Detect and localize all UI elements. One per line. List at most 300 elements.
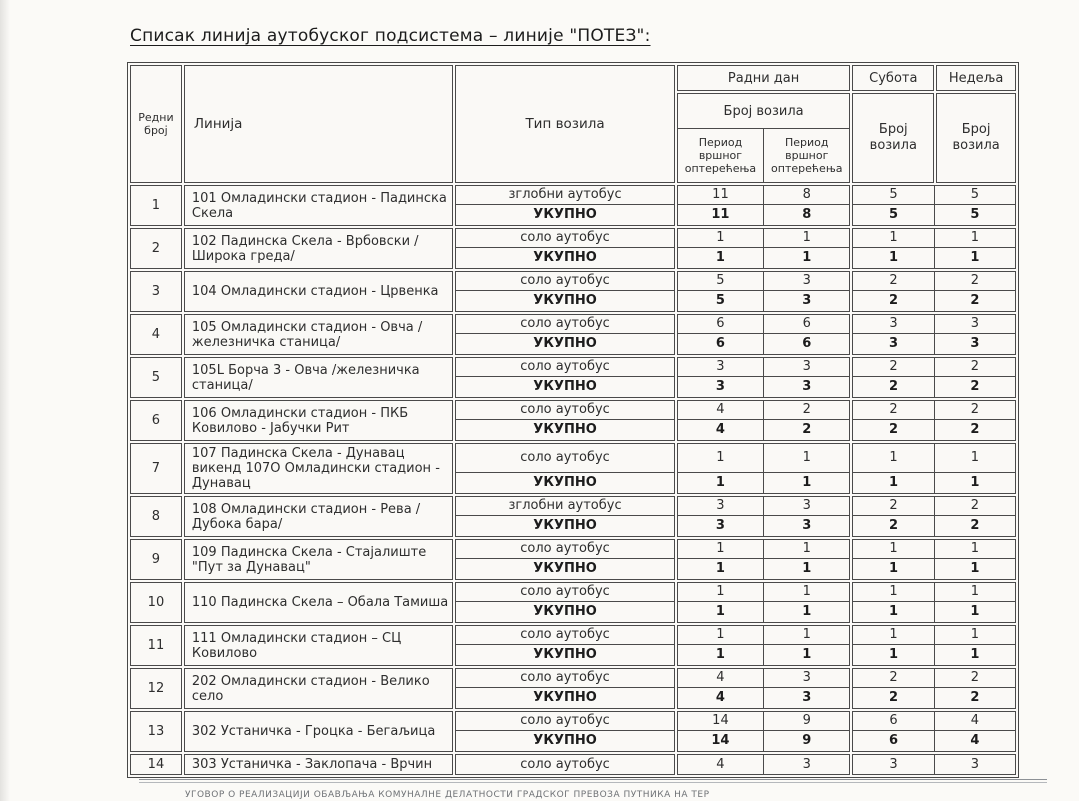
- value-cell: 1: [763, 229, 849, 247]
- total-value-cell: 9: [763, 731, 849, 751]
- value-cell: 1: [889, 230, 898, 245]
- line-name: 102 Падинска Скела - Врбовски /Широка греда/: [184, 228, 453, 269]
- table-row-block: [130, 228, 1016, 269]
- value-cell: 3: [763, 358, 849, 376]
- vehicle-type: соло аутобус: [520, 584, 610, 599]
- total-label: УКУПНО: [533, 207, 597, 222]
- total-value-cell: 2: [889, 518, 899, 533]
- vehicle-type: соло аутобус: [520, 713, 610, 728]
- value-cell: 3: [763, 272, 849, 290]
- table-row-block: [130, 625, 1016, 666]
- total-value-cell: 1: [889, 475, 899, 490]
- table-row-block: [130, 582, 1016, 623]
- vehicle-type: соло аутобус: [520, 359, 610, 374]
- vehicle-type-row: [456, 315, 674, 333]
- vehicle-type-row: [456, 626, 674, 644]
- value-cell: 3: [763, 669, 849, 687]
- value-row: [678, 712, 850, 730]
- header-cell-ordinal: Редни број: [130, 65, 182, 183]
- value-cell: 1: [934, 626, 1015, 644]
- vehicle-type-cell: [455, 185, 675, 226]
- value-cell: 2: [934, 669, 1015, 687]
- total-value-row: [853, 601, 1015, 622]
- working-day-values: [677, 582, 851, 623]
- value-cell: 1: [763, 626, 849, 644]
- total-value-cell: 1: [763, 602, 849, 622]
- header-cell-working-day: Радни дан: [677, 65, 851, 91]
- vehicle-type-cell: [455, 668, 675, 709]
- value-cell: 11: [712, 187, 729, 202]
- vehicle-type-cell: [455, 496, 675, 537]
- total-value-cell: 11: [711, 207, 730, 222]
- value-cell: 4: [716, 756, 725, 772]
- vehicle-type-cell: [455, 400, 675, 441]
- value-cell: 3: [763, 755, 849, 774]
- value-cell: 3: [716, 498, 725, 513]
- total-label: УКУПНО: [533, 293, 597, 308]
- header-group-working-day: [677, 65, 851, 183]
- total-value-cell: 5: [715, 293, 725, 308]
- total-value-cell: 3: [763, 377, 849, 397]
- line-name: 303 Устаничка - Заклопача - Врчин: [184, 754, 453, 775]
- total-value-cell: 1: [763, 645, 849, 665]
- line-name: 104 Омладински стадион - Црвенка: [184, 271, 453, 312]
- vehicle-type: зглобни аутобус: [508, 187, 622, 202]
- value-cell: 8: [763, 186, 849, 204]
- vehicle-type-cell: [455, 271, 675, 312]
- weekend-values: [852, 539, 1016, 580]
- total-value-cell: 3: [934, 334, 1015, 354]
- value-row: [853, 315, 1015, 333]
- total-value-row: [853, 204, 1015, 225]
- line-name: 101 Омладински стадион - Падинска Скела: [184, 185, 453, 226]
- total-value-cell: 1: [715, 604, 725, 619]
- row-number: 14: [130, 754, 182, 775]
- weekend-values: [852, 496, 1016, 537]
- value-cell: 1: [763, 583, 849, 601]
- vehicle-type-row: [456, 186, 674, 204]
- value-cell: 2: [763, 401, 849, 419]
- header-cell-peak-period-2: Период вршног оптерећења: [763, 129, 849, 182]
- total-value-cell: 14: [711, 733, 730, 748]
- table-row-block: [130, 668, 1016, 709]
- row-number: 3: [130, 271, 182, 312]
- total-value-cell: 4: [715, 690, 725, 705]
- table-header: [130, 65, 1016, 183]
- total-row: [456, 730, 674, 751]
- weekend-values: [852, 582, 1016, 623]
- vehicle-type-row: [456, 358, 674, 376]
- table-row-block: [130, 496, 1016, 537]
- header-cell-vehicle-count: Број возила: [678, 94, 850, 129]
- value-row: [678, 186, 850, 204]
- total-value-cell: 3: [715, 518, 725, 533]
- table-row-block: [130, 185, 1016, 226]
- total-value-cell: 1: [763, 473, 849, 493]
- total-value-row: [853, 247, 1015, 268]
- total-label: УКУПНО: [533, 733, 597, 748]
- value-cell: 5: [889, 187, 898, 202]
- total-value-row: [678, 558, 850, 579]
- working-day-values: [677, 271, 851, 312]
- table-row-block: [130, 539, 1016, 580]
- total-value-cell: 8: [763, 205, 849, 225]
- total-value-row: [678, 204, 850, 225]
- total-value-row: [853, 515, 1015, 536]
- total-value-cell: 1: [934, 473, 1015, 493]
- line-name: 202 Омладински стадион - Велико село: [184, 668, 453, 709]
- line-name: 107 Падинска Скела - Дунавац викенд 107О Омладински стадион - Дунавац: [184, 443, 453, 494]
- weekend-values: [852, 314, 1016, 355]
- header-cell-saturday-vehicle-count: Број возила: [852, 93, 934, 183]
- vehicle-type: соло аутобус: [520, 273, 610, 288]
- working-day-values: [677, 314, 851, 355]
- vehicle-type-row: [456, 401, 674, 419]
- value-cell: 3: [934, 315, 1015, 333]
- total-value-cell: 3: [763, 516, 849, 536]
- vehicle-type-row: [456, 583, 674, 601]
- vehicle-type-row: [456, 540, 674, 558]
- value-cell: 1: [763, 444, 849, 472]
- value-cell: 1: [889, 584, 898, 599]
- vehicle-type-cell: [455, 754, 675, 775]
- line-name: 108 Омладински стадион - Рева /Дубока бара/: [184, 496, 453, 537]
- total-value-cell: 2: [934, 420, 1015, 440]
- row-number: 9: [130, 539, 182, 580]
- total-value-row: [853, 376, 1015, 397]
- weekend-values: [852, 711, 1016, 752]
- total-label: УКУПНО: [533, 250, 597, 265]
- header-cell-vehicle-type: Тип возила: [455, 65, 675, 183]
- value-row: [678, 229, 850, 247]
- value-cell: 2: [934, 401, 1015, 419]
- total-row: [456, 515, 674, 536]
- total-row: [456, 247, 674, 268]
- value-row: [853, 669, 1015, 687]
- total-value-cell: 2: [889, 379, 899, 394]
- row-number: 6: [130, 400, 182, 441]
- total-row: [456, 333, 674, 354]
- value-row: [853, 583, 1015, 601]
- table-row-block: [130, 754, 1016, 775]
- table-row-block: [130, 400, 1016, 441]
- weekend-values: [852, 625, 1016, 666]
- value-row: [678, 497, 850, 515]
- value-row: [678, 583, 850, 601]
- value-cell: 2: [889, 670, 898, 685]
- table-body: [130, 185, 1016, 775]
- value-cell: 3: [889, 316, 898, 331]
- line-name: 105 Омладински стадион - Овча /железничка станица/: [184, 314, 453, 355]
- total-value-cell: 2: [934, 516, 1015, 536]
- total-value-row: [853, 472, 1015, 493]
- working-day-values: [677, 400, 851, 441]
- row-number: 7: [130, 443, 182, 494]
- page-title: Списак линија аутобуског подсистема – линије "ПОТЕЗ":: [130, 26, 651, 46]
- total-value-cell: 1: [934, 559, 1015, 579]
- total-value-cell: 6: [889, 733, 899, 748]
- vehicle-type-cell: [455, 539, 675, 580]
- vehicle-type: соло аутобус: [520, 316, 610, 331]
- line-name: 110 Падинска Скела – Обала Тамиша: [184, 582, 453, 623]
- working-day-values: [677, 539, 851, 580]
- value-row: [853, 358, 1015, 376]
- row-number: 1: [130, 185, 182, 226]
- table-row-block: [130, 314, 1016, 355]
- vehicle-type: соло аутобус: [520, 627, 610, 642]
- total-value-row: [678, 601, 850, 622]
- vehicle-type-row: [456, 444, 674, 472]
- total-value-row: [853, 333, 1015, 354]
- total-row: [456, 601, 674, 622]
- table-row-block: [130, 711, 1016, 752]
- vehicle-type: соло аутобус: [520, 230, 610, 245]
- value-cell: 1: [889, 450, 898, 465]
- total-label: УКУПНО: [533, 690, 597, 705]
- value-row: [853, 229, 1015, 247]
- row-number: 5: [130, 357, 182, 398]
- value-cell: 1: [716, 230, 725, 245]
- total-value-cell: 5: [934, 205, 1015, 225]
- footer-text: УГОВОР О РЕАЛИЗАЦИЈИ ОБАВЉАЊА КОМУНАЛНЕ ДЕЛАТНОСТИ ГРАДСКОГ ПРЕВОЗА ПУТНИКА НА ТЕР: [185, 790, 710, 800]
- total-row: [456, 419, 674, 440]
- value-cell: 2: [889, 359, 898, 374]
- value-row: [853, 401, 1015, 419]
- total-value-row: [853, 419, 1015, 440]
- value-cell: 3: [934, 755, 1015, 774]
- weekend-values: [852, 271, 1016, 312]
- total-value-row: [853, 644, 1015, 665]
- total-value-row: [678, 290, 850, 311]
- value-row: [678, 358, 850, 376]
- total-value-cell: 1: [889, 647, 899, 662]
- working-day-values: [677, 711, 851, 752]
- working-day-values: [677, 228, 851, 269]
- line-name: 105L Борча 3 - Овча /железничка станица/: [184, 357, 453, 398]
- header-group-saturday: [852, 65, 934, 183]
- total-label: УКУПНО: [533, 561, 597, 576]
- value-row: [853, 186, 1015, 204]
- total-value-cell: 1: [715, 561, 725, 576]
- value-row: [853, 272, 1015, 290]
- total-label: УКУПНО: [533, 647, 597, 662]
- value-cell: 5: [716, 273, 725, 288]
- vehicle-type-cell: [455, 314, 675, 355]
- total-value-cell: 2: [934, 688, 1015, 708]
- value-row: [678, 401, 850, 419]
- vehicle-type-cell: [455, 357, 675, 398]
- vehicle-type: соло аутобус: [520, 756, 610, 772]
- scan-left-edge: [0, 0, 10, 801]
- vehicle-type-cell: [455, 711, 675, 752]
- total-label: УКУПНО: [533, 518, 597, 533]
- total-value-cell: 1: [763, 559, 849, 579]
- total-value-cell: 6: [715, 336, 725, 351]
- value-cell: 1: [934, 229, 1015, 247]
- value-cell: 1: [934, 583, 1015, 601]
- weekend-values: [852, 443, 1016, 494]
- total-value-cell: 1: [889, 604, 899, 619]
- total-value-cell: 6: [763, 334, 849, 354]
- vehicle-type-row: [456, 272, 674, 290]
- weekend-values: [852, 228, 1016, 269]
- value-cell: 2: [889, 402, 898, 417]
- value-row: [678, 272, 850, 290]
- total-value-cell: 1: [715, 475, 725, 490]
- value-row: [678, 626, 850, 644]
- total-row: [456, 376, 674, 397]
- value-cell: 6: [889, 713, 898, 728]
- value-row: [678, 315, 850, 333]
- weekend-values: [852, 400, 1016, 441]
- line-name: 302 Устаничка - Гроцка - Бегаљица: [184, 711, 453, 752]
- total-value-cell: 1: [763, 248, 849, 268]
- value-cell: 9: [763, 712, 849, 730]
- table-row-block: [130, 271, 1016, 312]
- row-number: 2: [130, 228, 182, 269]
- working-day-values: [677, 357, 851, 398]
- row-number: 10: [130, 582, 182, 623]
- total-value-cell: 1: [715, 250, 725, 265]
- total-row: [456, 687, 674, 708]
- total-value-cell: 1: [934, 645, 1015, 665]
- total-value-cell: 1: [889, 561, 899, 576]
- value-cell: 4: [934, 712, 1015, 730]
- total-value-cell: 1: [934, 602, 1015, 622]
- total-label: УКУПНО: [533, 422, 597, 437]
- vehicle-type-row: [456, 669, 674, 687]
- total-row: [456, 204, 674, 225]
- total-value-cell: 1: [715, 647, 725, 662]
- vehicle-type-cell: [455, 582, 675, 623]
- table-row-block: [130, 443, 1016, 494]
- total-value-cell: 1: [889, 250, 899, 265]
- vehicle-type-cell: [455, 228, 675, 269]
- value-cell: 3: [716, 359, 725, 374]
- total-value-cell: 2: [889, 690, 899, 705]
- value-cell: 1: [716, 541, 725, 556]
- vehicle-type-row: [456, 229, 674, 247]
- value-row: [853, 712, 1015, 730]
- total-value-cell: 4: [934, 731, 1015, 751]
- value-row: [678, 669, 850, 687]
- row-number: 8: [130, 496, 182, 537]
- total-value-row: [678, 644, 850, 665]
- working-day-values: [677, 625, 851, 666]
- weekend-values: [852, 185, 1016, 226]
- value-cell: 1: [934, 444, 1015, 472]
- value-row: [678, 540, 850, 558]
- total-value-cell: 2: [763, 420, 849, 440]
- working-day-values: [677, 754, 851, 775]
- header-cell-saturday: Субота: [852, 65, 934, 91]
- value-row: [853, 755, 1015, 774]
- total-value-row: [678, 333, 850, 354]
- value-cell: 2: [889, 273, 898, 288]
- weekend-values: [852, 754, 1016, 775]
- total-value-row: [678, 687, 850, 708]
- weekend-values: [852, 357, 1016, 398]
- table-row-block: [130, 357, 1016, 398]
- working-day-values: [677, 443, 851, 494]
- row-number: 4: [130, 314, 182, 355]
- value-cell: 14: [712, 713, 729, 728]
- total-value-cell: 2: [889, 293, 899, 308]
- vehicle-type: соло аутобус: [520, 402, 610, 417]
- value-cell: 2: [934, 497, 1015, 515]
- vehicle-type-row: [456, 755, 674, 774]
- total-value-cell: 2: [934, 291, 1015, 311]
- working-day-values: [677, 185, 851, 226]
- value-cell: 4: [716, 402, 725, 417]
- total-value-row: [678, 419, 850, 440]
- weekend-values: [852, 668, 1016, 709]
- total-value-cell: 3: [763, 291, 849, 311]
- value-cell: 1: [934, 540, 1015, 558]
- vehicle-type-cell: [455, 443, 675, 494]
- value-cell: 1: [716, 450, 725, 465]
- value-cell: 4: [716, 670, 725, 685]
- value-row: [678, 755, 850, 774]
- total-value-row: [678, 472, 850, 493]
- value-cell: 2: [934, 272, 1015, 290]
- vehicle-type: соло аутобус: [520, 450, 610, 465]
- total-label: УКУПНО: [533, 604, 597, 619]
- value-cell: 1: [763, 540, 849, 558]
- header-group-sunday: [936, 65, 1016, 183]
- total-value-row: [678, 376, 850, 397]
- line-name: 111 Омладински стадион – СЦ Ковилово: [184, 625, 453, 666]
- value-cell: 1: [889, 627, 898, 642]
- value-cell: 6: [763, 315, 849, 333]
- total-value-cell: 4: [715, 422, 725, 437]
- row-number: 12: [130, 668, 182, 709]
- header-cell-sunday-vehicle-count: Број возила: [936, 93, 1016, 183]
- total-row: [456, 290, 674, 311]
- line-name: 106 Омладински стадион - ПКБ Ковилово - Јабучки Рит: [184, 400, 453, 441]
- total-label: УКУПНО: [533, 336, 597, 351]
- value-row: [853, 444, 1015, 472]
- vehicle-type-cell: [455, 625, 675, 666]
- total-value-row: [678, 247, 850, 268]
- vehicle-type-row: [456, 712, 674, 730]
- total-value-row: [853, 558, 1015, 579]
- vehicle-type-row: [456, 497, 674, 515]
- total-value-cell: 3: [763, 688, 849, 708]
- total-value-cell: 2: [934, 377, 1015, 397]
- value-cell: 6: [716, 316, 725, 331]
- value-cell: 3: [763, 497, 849, 515]
- vehicle-type: соло аутобус: [520, 541, 610, 556]
- value-row: [853, 540, 1015, 558]
- row-number: 11: [130, 625, 182, 666]
- value-cell: 1: [716, 627, 725, 642]
- total-value-row: [678, 515, 850, 536]
- total-value-cell: 2: [889, 422, 899, 437]
- value-cell: 2: [934, 358, 1015, 376]
- value-row: [678, 444, 850, 472]
- value-row: [853, 626, 1015, 644]
- total-label: УКУПНО: [533, 475, 597, 490]
- value-cell: 3: [889, 756, 898, 772]
- total-label: УКУПНО: [533, 379, 597, 394]
- total-value-row: [853, 687, 1015, 708]
- line-name: 109 Падинска Скела - Стајалиште "Пут за Дунавац": [184, 539, 453, 580]
- header-cell-sunday: Недеља: [936, 65, 1016, 91]
- value-cell: 1: [716, 584, 725, 599]
- total-row: [456, 472, 674, 493]
- total-value-row: [853, 730, 1015, 751]
